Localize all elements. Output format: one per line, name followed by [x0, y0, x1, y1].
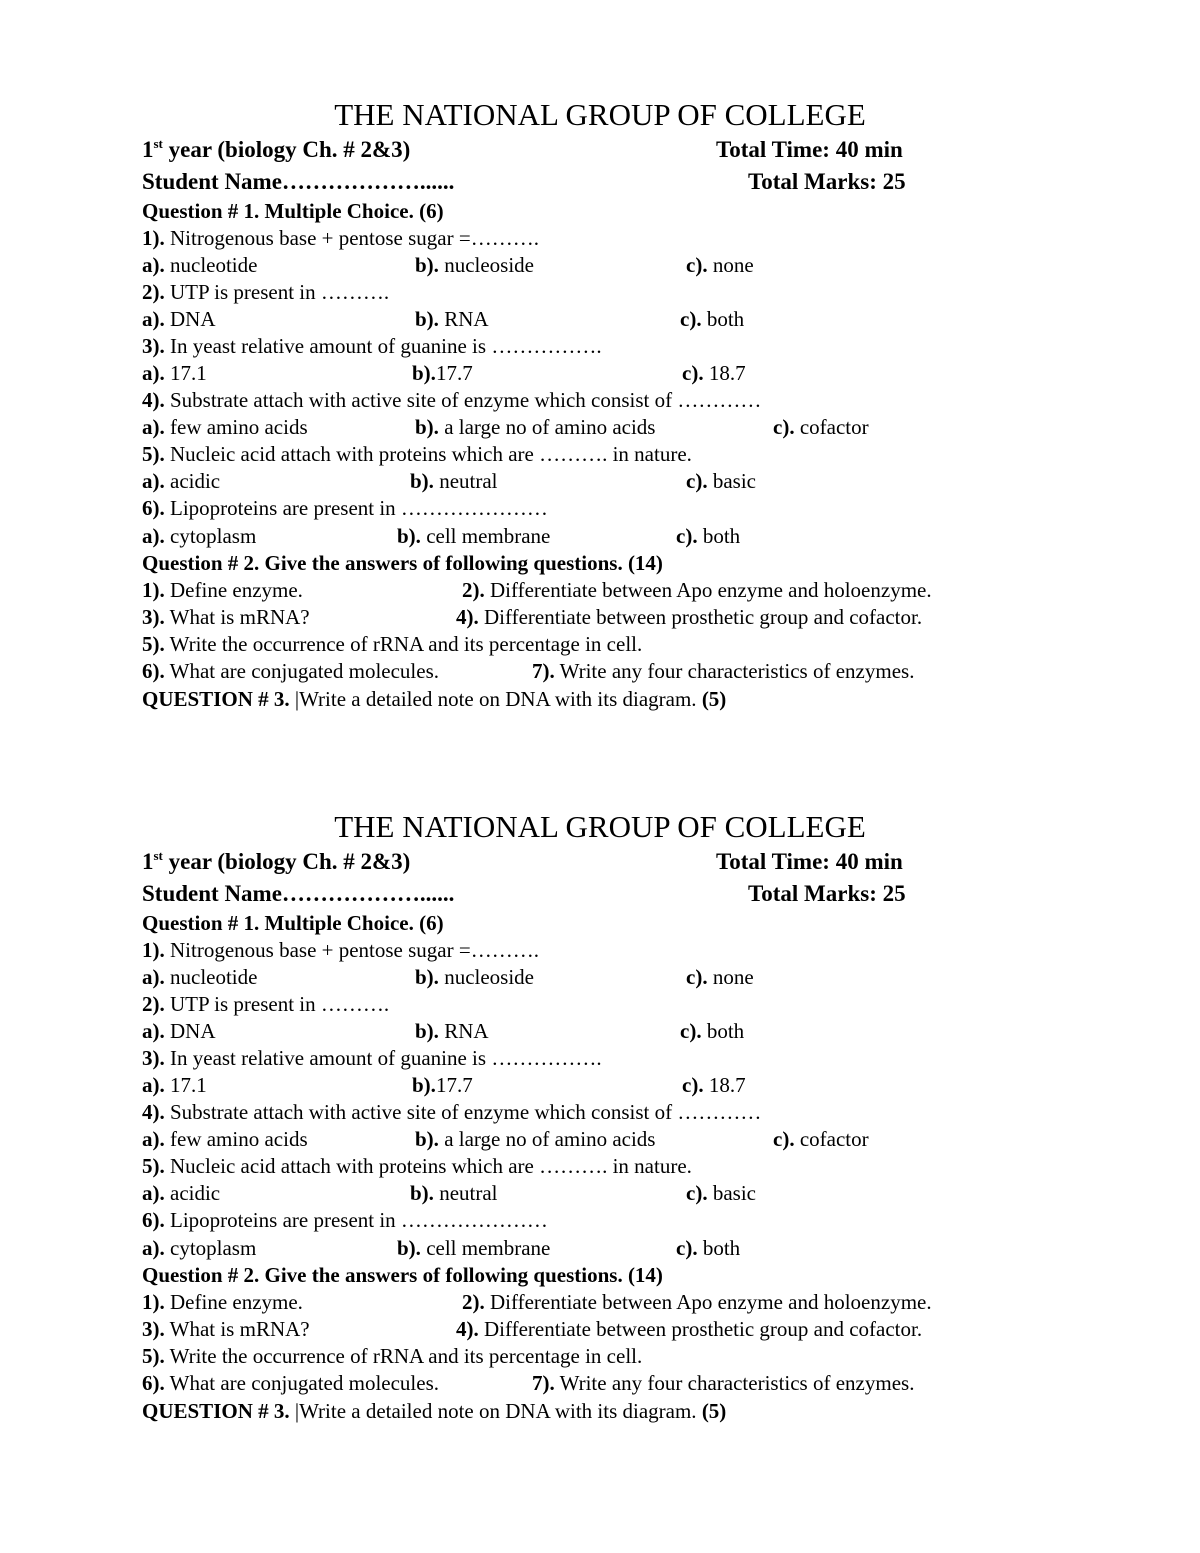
- q3-row: [0, 686, 1200, 713]
- option-a: a). DNA: [142, 307, 216, 331]
- q3-marks: (5): [701, 1399, 727, 1423]
- paper-title: THE NATIONAL GROUP OF COLLEGE: [334, 809, 866, 844]
- total-marks: Total Marks: 25: [748, 169, 906, 194]
- option-b: b). neutral: [410, 1181, 498, 1205]
- option-c: c). cofactor: [773, 415, 869, 439]
- option-a: a). DNA: [142, 1019, 216, 1043]
- option-c: c). basic: [686, 1181, 756, 1205]
- mcq-options: [0, 414, 1200, 441]
- short-question: 3). What is mRNA?: [142, 1317, 310, 1341]
- mcq-options: [0, 1126, 1200, 1153]
- option-c: c). 18.7: [682, 361, 746, 385]
- q2-row: [0, 631, 1200, 658]
- paper-title: THE NATIONAL GROUP OF COLLEGE: [334, 97, 866, 132]
- short-question: 2). Differentiate between Apo enzyme and holoenzyme.: [462, 578, 932, 602]
- short-question: 4). Differentiate between prosthetic group and cofactor.: [456, 1317, 923, 1341]
- q3-row: [0, 1398, 1200, 1425]
- option-a: a). acidic: [142, 1181, 221, 1205]
- q3-label: QUESTION # 3.: [142, 687, 290, 711]
- mcq-question: 6). Lipoproteins are present in …………………: [142, 1208, 548, 1232]
- option-c: c). cofactor: [773, 1127, 869, 1151]
- option-b: b). RNA: [415, 307, 489, 331]
- option-a: a). 17.1: [142, 1073, 207, 1097]
- q2-row: [0, 604, 1200, 631]
- header-row-student: [0, 168, 1200, 195]
- q2-row: [0, 1370, 1200, 1397]
- year-label: 1st year (biology Ch. # 2&3): [142, 848, 411, 874]
- option-b: b). nucleoside: [415, 253, 534, 277]
- option-a: a). nucleotide: [142, 253, 258, 277]
- mcq-question: 2). UTP is present in ……….: [142, 280, 390, 304]
- option-a: a). few amino acids: [142, 1127, 308, 1151]
- mcq-options: [0, 360, 1200, 387]
- q3-label: QUESTION # 3.: [142, 1399, 290, 1423]
- total-time: Total Time: 40 min: [716, 137, 903, 162]
- mcq-question: 5). Nucleic acid attach with proteins which are ………. in nature.: [142, 442, 692, 466]
- header-row-student: [0, 880, 1200, 907]
- option-b: b).17.7: [412, 361, 473, 385]
- student-name-field: Student Name………………......: [142, 169, 455, 194]
- option-a: a). 17.1: [142, 361, 207, 385]
- total-marks: Total Marks: 25: [748, 881, 906, 906]
- mcq-question: 3). In yeast relative amount of guanine is …………….: [142, 334, 602, 358]
- mcq-options: [0, 523, 1200, 550]
- option-a: a). cytoplasm: [142, 1236, 257, 1260]
- header-row-year: [0, 136, 1200, 163]
- q2-row: [0, 577, 1200, 604]
- mcq-options: [0, 1235, 1200, 1262]
- exam-paper: [0, 0, 1200, 711]
- option-c: c). none: [686, 253, 754, 277]
- q3-text: |Write a detailed note on DNA with its diagram.: [289, 687, 702, 711]
- option-a: a). nucleotide: [142, 965, 258, 989]
- short-question: 1). Define enzyme.: [142, 1290, 303, 1314]
- option-b: b). a large no of amino acids: [415, 415, 656, 439]
- exam-paper: [0, 712, 1200, 1423]
- mcq-question: 3). In yeast relative amount of guanine is …………….: [142, 1046, 602, 1070]
- option-a: a). cytoplasm: [142, 524, 257, 548]
- option-b: b). a large no of amino acids: [415, 1127, 656, 1151]
- mcq-options: [0, 468, 1200, 495]
- short-question: 7). Write any four characteristics of enzymes.: [532, 659, 915, 683]
- option-c: c). both: [680, 1019, 745, 1043]
- short-question: 6). What are conjugated molecules.: [142, 659, 440, 683]
- option-b: b). neutral: [410, 469, 498, 493]
- short-question: 4). Differentiate between prosthetic group and cofactor.: [456, 605, 923, 629]
- mcq-question: 1). Nitrogenous base + pentose sugar =……….: [142, 938, 539, 962]
- short-question: 5). Write the occurrence of rRNA and its percentage in cell.: [142, 1344, 643, 1368]
- student-name-field: Student Name………………......: [142, 881, 455, 906]
- mcq-options: [0, 306, 1200, 333]
- mcq-question: 4). Substrate attach with active site of enzyme which consist of …………: [142, 388, 762, 412]
- mcq-options: [0, 1072, 1200, 1099]
- option-b: b). nucleoside: [415, 965, 534, 989]
- q2-row: [0, 1343, 1200, 1370]
- option-b: b). cell membrane: [397, 524, 551, 548]
- option-c: c). none: [686, 965, 754, 989]
- mcq-options: [0, 1180, 1200, 1207]
- short-question: 7). Write any four characteristics of enzymes.: [532, 1371, 915, 1395]
- q2-heading: Question # 2. Give the answers of following questions. (14): [142, 1263, 663, 1287]
- short-question: 1). Define enzyme.: [142, 578, 303, 602]
- option-c: c). both: [680, 307, 745, 331]
- short-question: 3). What is mRNA?: [142, 605, 310, 629]
- year-label: 1st year (biology Ch. # 2&3): [142, 136, 411, 162]
- option-c: c). both: [676, 524, 741, 548]
- q2-row: [0, 1316, 1200, 1343]
- option-b: b). RNA: [415, 1019, 489, 1043]
- q2-row: [0, 658, 1200, 685]
- q2-heading: Question # 2. Give the answers of following questions. (14): [142, 551, 663, 575]
- short-question: 5). Write the occurrence of rRNA and its percentage in cell.: [142, 632, 643, 656]
- q3-text: |Write a detailed note on DNA with its diagram.: [289, 1399, 702, 1423]
- mcq-question: 2). UTP is present in ……….: [142, 992, 390, 1016]
- option-c: c). 18.7: [682, 1073, 746, 1097]
- mcq-question: 5). Nucleic acid attach with proteins which are ………. in nature.: [142, 1154, 692, 1178]
- mcq-question: 6). Lipoproteins are present in …………………: [142, 496, 548, 520]
- mcq-options: [0, 1018, 1200, 1045]
- option-b: b). cell membrane: [397, 1236, 551, 1260]
- option-a: a). few amino acids: [142, 415, 308, 439]
- q2-row: [0, 1289, 1200, 1316]
- q1-heading: Question # 1. Multiple Choice. (6): [142, 199, 444, 223]
- option-c: c). basic: [686, 469, 756, 493]
- mcq-options: [0, 964, 1200, 991]
- total-time: Total Time: 40 min: [716, 849, 903, 874]
- mcq-question: 4). Substrate attach with active site of enzyme which consist of …………: [142, 1100, 762, 1124]
- short-question: 2). Differentiate between Apo enzyme and holoenzyme.: [462, 1290, 932, 1314]
- option-b: b).17.7: [412, 1073, 473, 1097]
- mcq-question: 1). Nitrogenous base + pentose sugar =……….: [142, 226, 539, 250]
- q1-heading: Question # 1. Multiple Choice. (6): [142, 911, 444, 935]
- q3-marks: (5): [701, 687, 727, 711]
- short-question: 6). What are conjugated molecules.: [142, 1371, 440, 1395]
- option-c: c). both: [676, 1236, 741, 1260]
- option-a: a). acidic: [142, 469, 221, 493]
- header-row-year: [0, 848, 1200, 875]
- mcq-options: [0, 252, 1200, 279]
